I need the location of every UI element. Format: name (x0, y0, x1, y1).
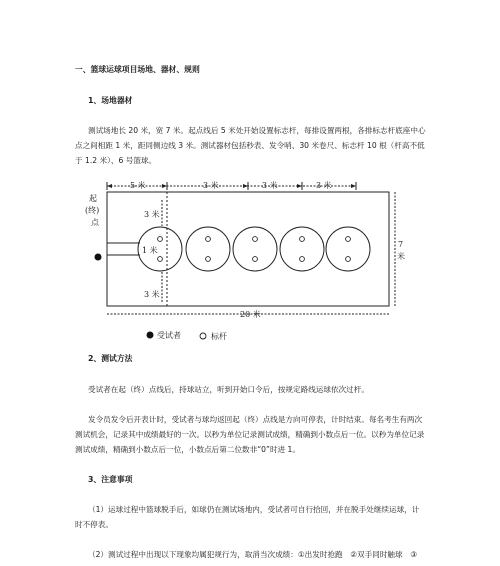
pole-icon (158, 257, 163, 262)
subheading-notes: 3、注意事项 (88, 475, 133, 484)
subheading-venue-equipment: 1、场地器材 (88, 96, 133, 105)
pole-icon (253, 237, 258, 242)
tester-icon (95, 254, 102, 261)
label-top-3m-1: 3 米 (203, 181, 219, 190)
route-circle-5 (326, 227, 370, 271)
notes-item-1-line-2: 时不停表。 (75, 520, 113, 529)
subheading-test-method: 2、测试方法 (88, 354, 133, 363)
route-circle-2 (186, 227, 230, 271)
method-paragraph-2-line-3: 测试成绩，精确到小数点后一位，小数点后第二位数非“0”时进 1。 (75, 445, 300, 454)
pole-icon (300, 237, 305, 242)
pole-icon (346, 257, 351, 262)
label-left-1m: 1 米 (142, 246, 158, 255)
label-top-3m-2: 3 米 (262, 181, 278, 190)
legend-pole-icon (200, 333, 206, 339)
legend-pole-label: 标杆 (211, 332, 227, 341)
section-heading: 一、篮球运球项目场地、器材、规则 (75, 65, 200, 74)
label-start-line-2: (终) (85, 206, 100, 215)
label-top-3m-3: 3 米 (316, 181, 332, 190)
method-paragraph-1: 受试者在起（终）点线后，持球站立，听到开始口令后，按规定路线运球依次过杆。 (88, 385, 369, 394)
pole-icon (158, 237, 163, 242)
notes-item-1-line-1: （1）运球过程中篮球脱手后，如球仍在测试场地内，受试者可自行拾回，并在脱手处继续运球，计 (88, 505, 420, 514)
method-paragraph-2-line-2: 测试机会，记录其中成绩最好的一次。以秒为单位记录测试成绩，精确到小数点后一位。以秒为单位记录 (75, 430, 425, 439)
venue-paragraph-line-1: 测试场地长 20 米，宽 7 米。起点线后 5 米处开始设置标志杆，每排设置两根，各排标志杆底座中心 (88, 126, 426, 135)
label-bottom-20m: 20 米 (240, 310, 261, 319)
label-right-7m-unit: 米 (397, 252, 405, 261)
pole-icon (300, 257, 305, 262)
venue-paragraph-line-2: 点之间相距 1 米，距同侧边线 3 米。测试器材包括秒表、发令哨、30 米卷尺、标志杆 10 根（杆高不低 (75, 141, 425, 150)
venue-paragraph-line-3: 于 1.2 米）、6 号篮球。 (75, 156, 157, 165)
label-start-line-1: 起 (89, 194, 97, 203)
notes-item-2: （2）测试过程中出现以下现象均属犯规行为，取消当次成绩：①出发时抢跑 ②双手同时触球 ③ (88, 550, 417, 559)
method-paragraph-2-line-1: 发令员发令后开表计时，受试者与球均返回起（终）点线是方向可停表，计时结束。每名考生有两次 (88, 415, 423, 424)
legend-tester-icon (147, 332, 154, 339)
legend-tester-label: 受试者 (157, 331, 181, 340)
pole-icon (206, 257, 211, 262)
label-top-5m: 5 米 (130, 181, 146, 190)
pole-icon (206, 237, 211, 242)
route-circle-4 (280, 227, 324, 271)
pole-icon (253, 257, 258, 262)
label-left-3m-bottom: 3 米 (144, 290, 160, 299)
label-start-line-3: 点 (91, 218, 99, 227)
pole-icon (346, 237, 351, 242)
route-circle-3 (233, 227, 277, 271)
label-left-3m-top: 3 米 (144, 210, 160, 219)
label-right-7m-num: 7 (398, 240, 404, 249)
